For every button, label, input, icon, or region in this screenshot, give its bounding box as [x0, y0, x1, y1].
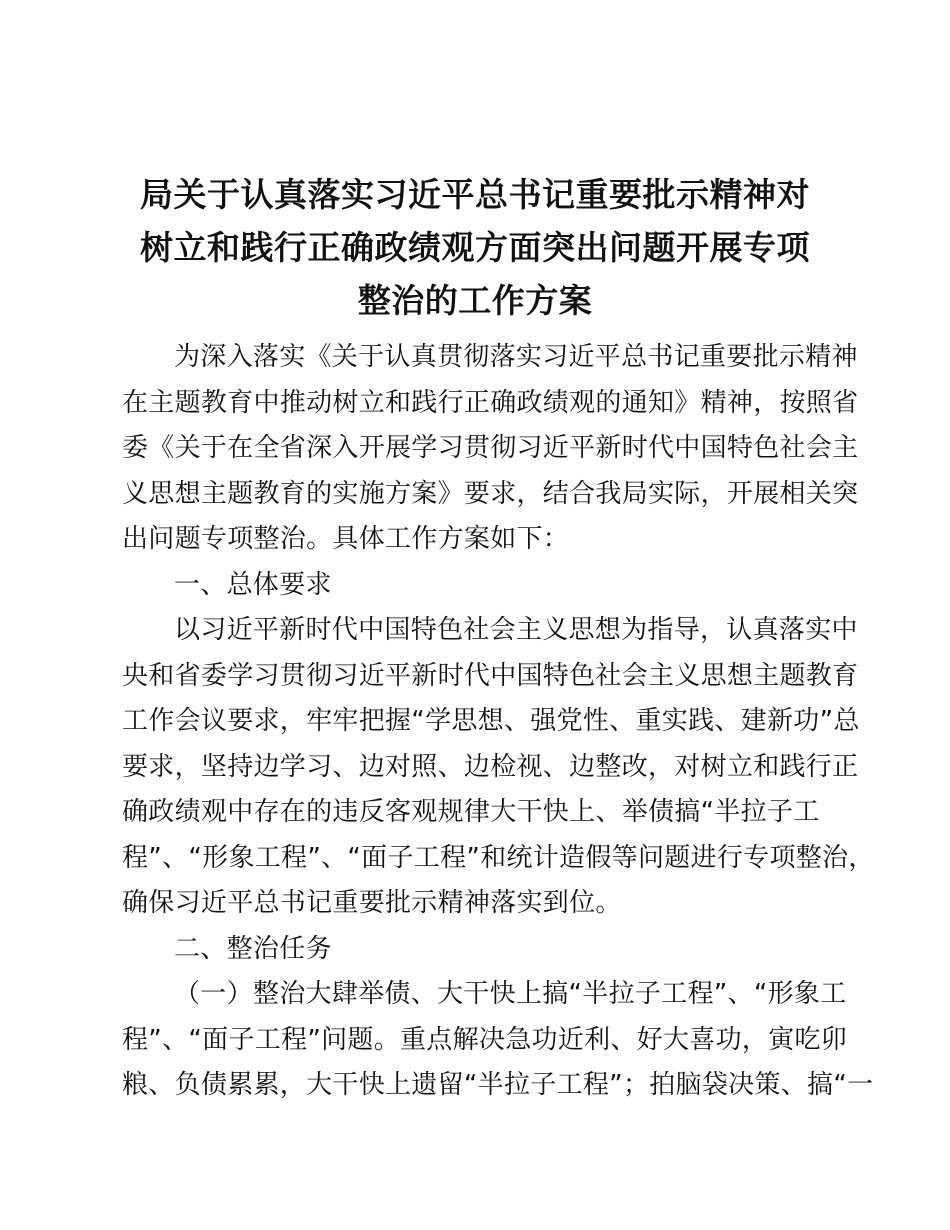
paragraph-intro-line: 委《关于在全省深入开展学习贯彻习近平新时代中国特色社会主	[122, 433, 859, 463]
paragraph-task-one-line: 粮、负债累累，大干快上遗留“半拉子工程”；拍脑袋决策、搞“一	[122, 1070, 874, 1100]
title-line: 局关于认真落实习近平总书记重要批示精神对	[140, 175, 810, 214]
paragraph-requirements-line: 确政绩观中存在的违反客观规律大干快上、举债搞“半拉子工	[122, 797, 820, 827]
section-heading-general-requirements: 一、总体要求	[174, 569, 332, 600]
paragraph-requirements-line: 程”、“形象工程”、“面子工程”和统计造假等问题进行专项整治，	[122, 842, 875, 873]
paragraph-requirements-line: 要求，坚持边学习、边对照、边检视、边整改，对树立和践行正	[122, 751, 859, 782]
paragraph-task-one-line: 程”、“面子工程”问题。重点解决急功近利、好大喜功，寅吃卯	[122, 1024, 848, 1055]
title-line: 整治的工作方案	[357, 281, 593, 320]
document-body	[122, 335, 875, 1109]
paragraph-requirements-line: 以习近平新时代中国特色社会主义思想为指导，认真落实中	[174, 615, 858, 645]
paragraph-requirements-line: 确保习近平总书记重要批示精神落实到位。	[122, 888, 622, 918]
paragraph-intro-line: 义思想主题教育的实施方案》要求，结合我局实际，开展相关突	[122, 478, 859, 509]
paragraph-intro-line: 出问题专项整治。具体工作方案如下：	[122, 524, 570, 554]
paragraph-intro-line: 在主题教育中推动树立和践行正确政绩观的通知》精神，按照省	[122, 387, 859, 418]
paragraph-task-one-line: （一）整治大肆举债、大干快上搞“半拉子工程”、“形象工	[174, 979, 847, 1009]
document-title	[110, 168, 840, 327]
paragraph-requirements-line: 工作会议要求，牢牢把握“学思想、强党性、重实践、建新功”总	[122, 706, 860, 736]
section-heading-rectification-tasks: 二、整治任务	[174, 933, 332, 964]
paragraph-requirements-line: 央和省委学习贯彻习近平新时代中国特色社会主义思想主题教育	[122, 660, 859, 691]
paragraph-intro-line: 为深入落实《关于认真贯彻落实习近平总书记重要批示精神	[174, 342, 858, 372]
title-line: 树立和践行正确政绩观方面突出问题开展专项	[140, 228, 810, 267]
